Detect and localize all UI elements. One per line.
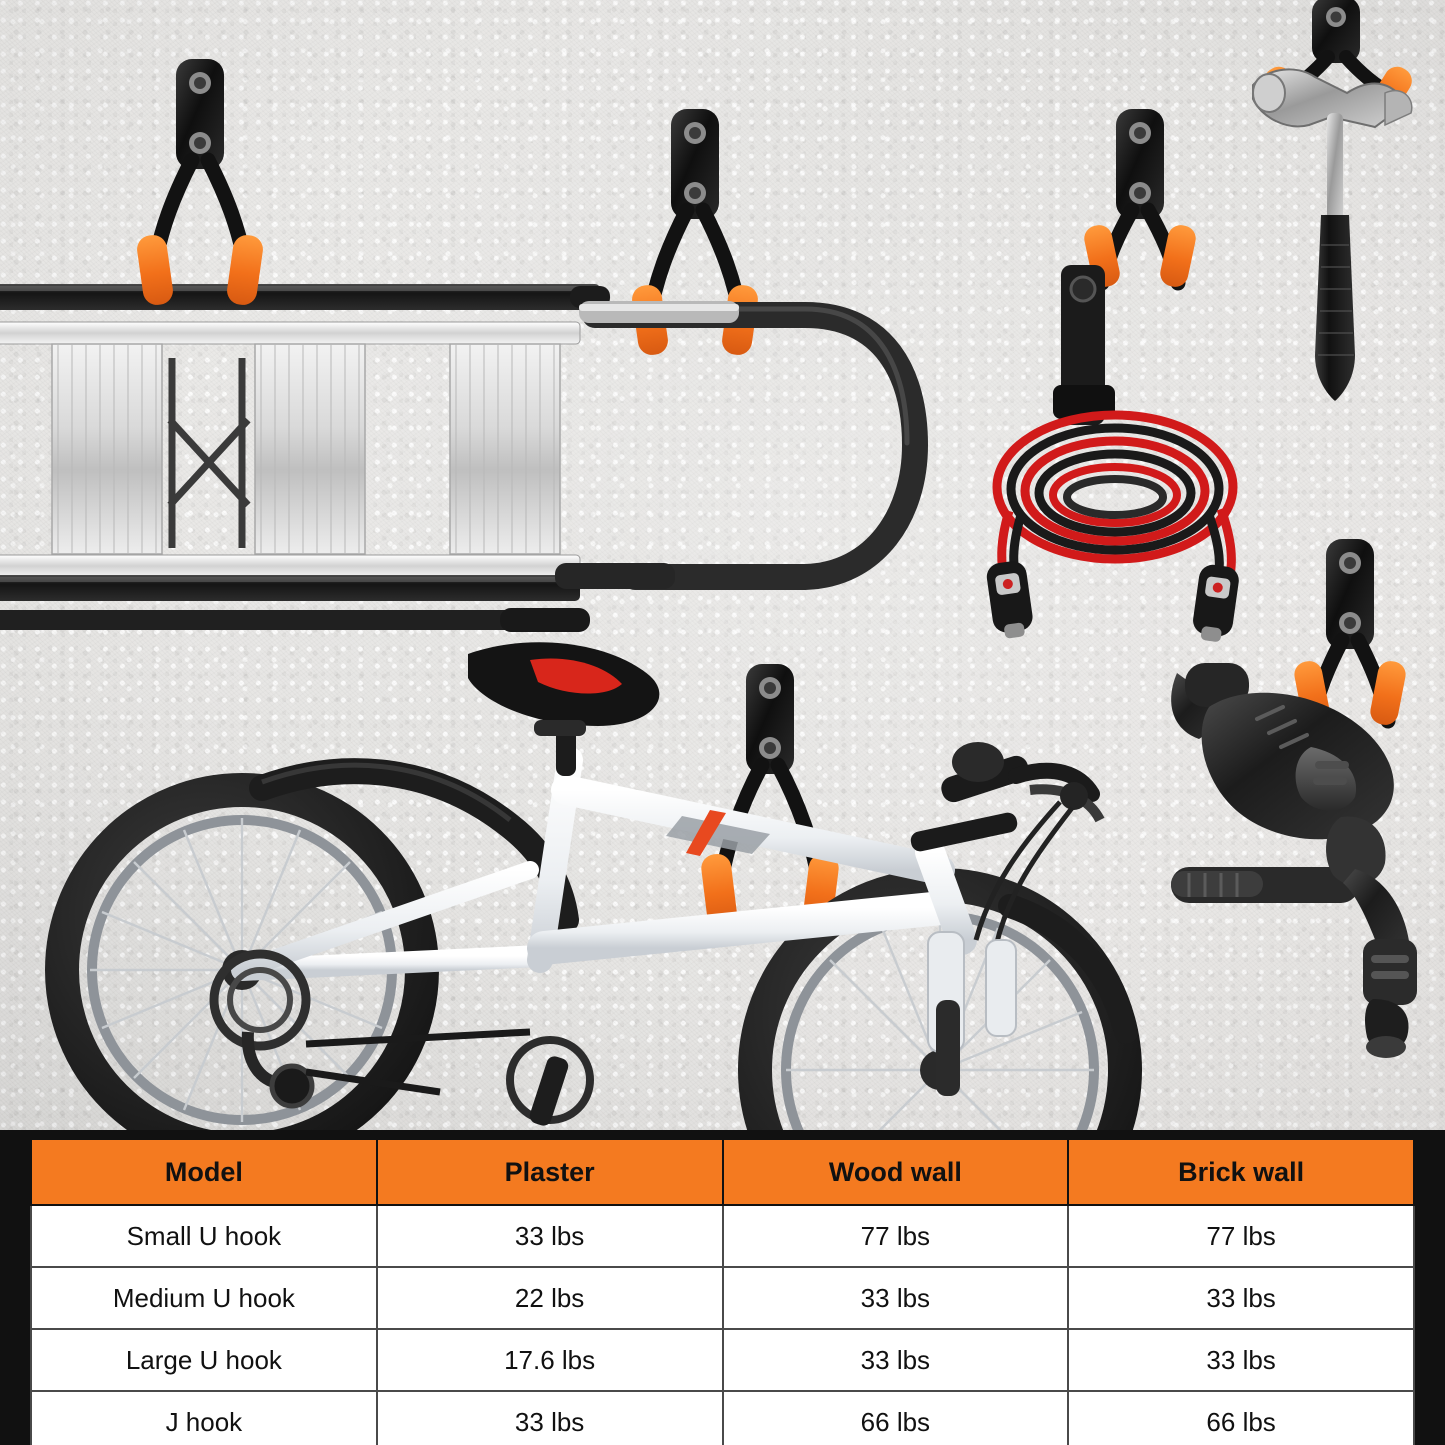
saddle	[468, 642, 659, 736]
rotary-hammer-drill	[1165, 655, 1445, 1075]
cell-brick-wall: 33 lbs	[1068, 1267, 1414, 1329]
table-row	[31, 1205, 1414, 1267]
cell-brick-wall: 33 lbs	[1068, 1329, 1414, 1391]
cell-brick-wall: 66 lbs	[1068, 1391, 1414, 1445]
column-header-wood-wall: Wood wall	[723, 1139, 1069, 1205]
cell-model: Large U hook	[31, 1329, 377, 1391]
cell-model: Small U hook	[31, 1205, 377, 1267]
cell-plaster: 22 lbs	[377, 1267, 723, 1329]
table-header-row	[31, 1139, 1414, 1205]
spec-table	[30, 1138, 1415, 1445]
cell-brick-wall: 77 lbs	[1068, 1205, 1414, 1267]
cell-wood-wall: 77 lbs	[723, 1205, 1069, 1267]
cell-model: J hook	[31, 1391, 377, 1445]
spec-table-container	[0, 1130, 1445, 1445]
jumper-cables	[955, 265, 1275, 645]
cell-plaster: 33 lbs	[377, 1205, 723, 1267]
cell-wood-wall: 66 lbs	[723, 1391, 1069, 1445]
cell-plaster: 33 lbs	[377, 1391, 723, 1445]
u-lock-bar	[555, 285, 955, 615]
table-row	[31, 1329, 1414, 1391]
cell-wood-wall: 33 lbs	[723, 1267, 1069, 1329]
ladder	[0, 270, 620, 650]
cell-model: Medium U hook	[31, 1267, 377, 1329]
table-row	[31, 1391, 1414, 1445]
fork	[928, 932, 1016, 1096]
column-header-model: Model	[31, 1139, 377, 1205]
table-row	[31, 1267, 1414, 1329]
u-hook-ladder-left	[120, 55, 280, 315]
column-header-brick-wall: Brick wall	[1068, 1139, 1414, 1205]
bicycle	[10, 640, 1170, 1140]
column-header-plaster: Plaster	[377, 1139, 723, 1205]
crankset	[510, 1040, 590, 1128]
cell-plaster: 17.6 lbs	[377, 1329, 723, 1391]
cell-wood-wall: 33 lbs	[723, 1329, 1069, 1391]
